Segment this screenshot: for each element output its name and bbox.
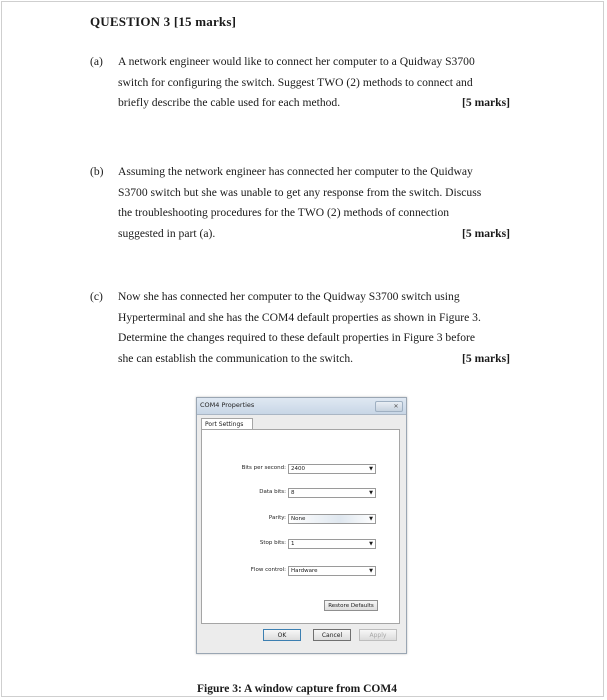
part-a-marks: [5 marks] <box>462 96 510 109</box>
data-bits-label: Data bits: <box>259 489 286 495</box>
part-c-marks: [5 marks] <box>462 351 510 365</box>
chevron-down-icon: ▼ <box>369 541 373 547</box>
chevron-down-icon: ▼ <box>369 466 373 472</box>
part-a-label: (a) <box>90 55 103 68</box>
part-b-line-2: S3700 switch but she was unable to get any response from the switch. Discuss <box>118 185 482 199</box>
cancel-button[interactable]: Cancel <box>313 629 351 641</box>
ok-button[interactable]: OK <box>263 629 301 641</box>
part-b-line-3: the troubleshooting procedures for the TWO (2) methods of connection <box>118 206 450 219</box>
dialog-titlebar <box>197 398 406 415</box>
parity-select[interactable]: None ▼ <box>288 514 376 524</box>
stop-bits-select[interactable]: 1 ▼ <box>288 539 376 549</box>
part-c-line-2: Hyperterminal and she has the COM4 default properties as shown in Figure 3. <box>118 310 481 324</box>
close-icon[interactable]: ✕ <box>393 403 399 410</box>
part-c-label: (c) <box>90 290 103 303</box>
part-a-text <box>118 52 510 114</box>
part-b-line-4: suggested in part (a). [5 marks] <box>118 224 510 245</box>
question-title: QUESTION 3 [15 marks] <box>90 14 237 29</box>
part-c <box>90 287 510 377</box>
restore-defaults-button[interactable]: Restore Defaults <box>324 600 378 611</box>
bits-per-second-row <box>202 464 401 475</box>
tab-port-settings[interactable]: Port Settings <box>201 418 253 430</box>
window-buttons <box>375 401 403 412</box>
part-a-line-2: switch for configuring the switch. Suggest TWO (2) methods to connect and <box>118 75 473 89</box>
bits-per-second-label: Bits per second: <box>241 465 286 471</box>
part-a-line-3: briefly describe the cable used for each method. [5 marks] <box>118 93 510 114</box>
stop-bits-label: Stop bits: <box>259 540 286 546</box>
part-c-text <box>118 287 510 369</box>
data-bits-select[interactable]: 8 ▼ <box>288 488 376 498</box>
part-b-label: (b) <box>90 165 104 178</box>
chevron-down-icon: ▼ <box>369 516 373 522</box>
data-bits-row <box>202 488 401 499</box>
flow-control-row <box>202 566 401 577</box>
parity-label: Parity: <box>268 515 286 521</box>
stop-bits-row <box>202 539 401 550</box>
com4-properties-dialog <box>196 397 407 654</box>
part-c-line-3: Determine the changes required to these default properties in Figure 3 before <box>118 331 476 344</box>
part-b-text <box>118 162 510 244</box>
port-settings-panel <box>201 429 400 624</box>
chevron-down-icon: ▼ <box>369 490 373 496</box>
dialog-title: COM4 Properties <box>200 401 255 409</box>
bits-per-second-select[interactable]: 2400 ▼ <box>288 464 376 474</box>
flow-control-select[interactable]: Hardware ▼ <box>288 566 376 576</box>
part-a-line-1: A network engineer would like to connect her computer to a Quidway S3700 <box>118 55 475 68</box>
part-c-line-1: Now she has connected her computer to the Quidway S3700 switch using <box>118 290 460 303</box>
part-b <box>90 162 510 252</box>
apply-button[interactable]: Apply <box>359 629 397 641</box>
part-c-line-4: she can establish the communication to the switch. [5 marks] <box>118 349 510 370</box>
part-b-line-1: Assuming the network engineer has connected her computer to the Quidway <box>118 165 473 178</box>
chevron-down-icon: ▼ <box>369 568 373 574</box>
part-a <box>90 52 510 122</box>
flow-control-label: Flow control: <box>250 567 286 573</box>
parity-row <box>202 514 401 525</box>
part-b-marks: [5 marks] <box>462 226 510 240</box>
figure-caption: Figure 3: A window capture from COM4 <box>197 683 397 695</box>
